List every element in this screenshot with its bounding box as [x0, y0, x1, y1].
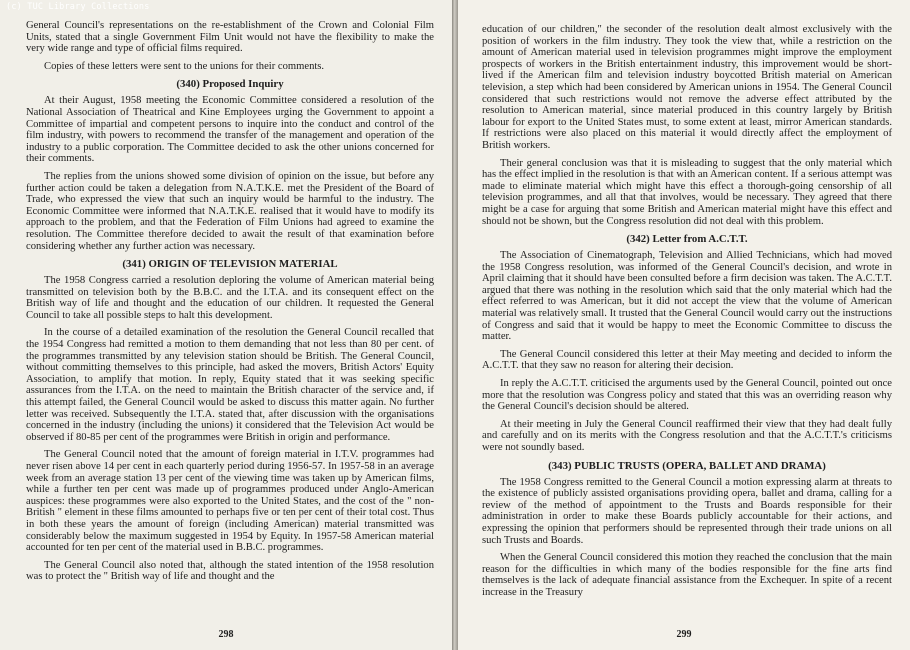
paragraph: The replies from the unions showed some division of opinion on the issue, but before any further action could be taken a delegation from N.A.T.K.E. met the President of the Board of Trade, who expressed the view that such an inquiry would be harmful to the industry. The Economic Committee were informed that N.A.T.K.E. realised that it would have to modify its approach to the problem, and that the Federation of Film Unions had agreed to examine the resolution. The Committee therefore decided to await the result of that examination before considering whether any further action was necessary.	[26, 170, 434, 252]
paragraph: At their August, 1958 meeting the Economic Committee considered a resolution of the National Association of Theatrical and Kine Employees urging the Government to appoint a Committee of impartial and competent persons to inquire into the conduct and control of the film industry, with powers to recommend the transfer of the management and operation of the industry to a public corporation. The Committee decided to ask the other unions concerned for their comments.	[26, 95, 434, 165]
paragraph: Their general conclusion was that it is misleading to suggest that the only material which has the effect implied in the resolution is that with an American content. If a serious attempt was made to eliminate material which might have this effect a thorough-going censorship of all television programmes, and all that that involves, would be necessary. They agreed that there might be a case for arguing that some British and American material might have this effect and should not be shown, but the Congress resolution did not deal with this problem.	[482, 157, 892, 227]
paragraph: The Association of Cinematograph, Television and Allied Technicians, which had moved the 1958 Congress resolution, was informed of the General Council's decision, and wrote in April claiming that it should have been consulted before a firm decision was taken. The A.C.T.T. argued that there was nothing in the resolution which said that the only material which had the effect referred to was American, but it did not accept the view that the volume of American material was relatively small. It trusted that the General Council would carry out the instructions of Congress and said that it would be happy to meet the Economic Committee to discuss the matter.	[482, 250, 892, 343]
paragraph: In the course of a detailed examination of the resolution the General Council recalled that the 1954 Congress had remitted a motion to them demanding that not less than 80 per cent. of the programmes transmitted by any television station should be British. The General Council, without committing themselves to this principle, had asked the movers, British Actors' Equity Association, to amplify that motion. In reply, Equity stated that it was seeking specific assurances from the I.T.A. on the need to maintain the British character of the service and, if this attempt failed, the General Council would be asked to discuss this matter again. No further letter was received. Subsequently the I.T.A. stated that, after discussion with the organisations concerned in the industry (including the unions) it considered that the Television Act would be observed if 80-85 per cent of the programmes were British in origin and performance.	[26, 327, 434, 443]
section-heading: (343) PUBLIC TRUSTS (OPERA, BALLET AND DRAMA)	[548, 459, 826, 472]
section-heading: (341) ORIGIN OF TELEVISION MATERIAL	[122, 258, 338, 271]
right-page	[458, 0, 910, 650]
paragraph: The General Council noted that the amount of foreign material in I.T.V. programmes had never risen above 14 per cent in each quarterly period during 1956-57. In 1957-58 in an average week from an average station 13 per cent of the viewing time was taken up by American films, while a further ten per cent was made up of programmes produced under Anglo-American auspices: these programmes were also exported to the United States, and the cost of the " non-British " element in these films amounted to perhaps five or ten per cent of their total cost. Thus in both these years the amount of foreign (including American) material transmitted was considerably below the maximum suggested in 1954 by Equity. In 1957-58 American material accounted for ten per cent of the material used in B.B.C. programmes.	[26, 449, 434, 554]
section-heading: (340) Proposed Inquiry	[176, 78, 284, 91]
paragraph: education of our children," the seconder of the resolution dealt almost exclusively with the position of workers in the film industry. They took the view that, while a restriction on the amount of American material used in television programmes might improve the employment prospects of workers in the British entertainment industry, this improvement would be short-lived if the American film and television industry boycotted British material on American television, a step which had been considered by American unions in 1954. The General Council considered that such restrictions would not remove the adverse effect attributed by the resolution to American material, since material produced in this country largely by British labour for export to the United States must, to some extent at least, mirror American standards. If restrictions were also placed on this material it would directly affect the employment of British workers.	[482, 24, 892, 151]
paragraph: At their meeting in July the General Council reaffirmed their view that they had dealt fully and carefully and on its merits with the Congress resolution and that the A.C.T.T.'s criticisms were not soundly based.	[482, 418, 892, 453]
section-heading: (342) Letter from A.C.T.T.	[626, 233, 748, 246]
left-page-body	[26, 20, 434, 583]
paragraph: When the General Council considered this motion they reached the conclusion that the main reason for the difficulties in which many of the bodies responsible for the fine arts find themselves is the lack of adequate financial assistance from the Exchequer. In spite of a recent increase in the Treasury	[482, 552, 892, 598]
watermark: (c) TUC Library Collections	[6, 2, 150, 12]
left-page-number: 298	[218, 629, 234, 640]
right-page-number: 299	[676, 629, 692, 640]
paragraph: In reply the A.C.T.T. criticised the arguments used by the General Council, pointed out once more that the resolution was Congress policy and stated that this was an overriding reason why the General Council's decision should be altered.	[482, 378, 892, 413]
paragraph: The 1958 Congress remitted to the General Council a motion expressing alarm at threats to the existence of publicly assisted organisations providing opera, ballet and drama, calling for a review of the method of appointment to the Trusts and Boards responsible for their administration in order to make these Boards publicly accountable for their actions, and expressing the opinion that performers should be represented through their trade unions on all such Trusts and Boards.	[482, 476, 892, 546]
right-page-body	[482, 24, 892, 599]
paragraph: Copies of these letters were sent to the unions for their comments.	[44, 60, 325, 72]
paragraph: General Council's representations on the re-establishment of the Crown and Colonial Film Units, stated that a single Government Film Unit would not have the flexibility to make the very wide range and type of official films required.	[26, 20, 434, 55]
paragraph: The 1958 Congress carried a resolution deploring the volume of American material being transmitted on television both by the B.B.C. and the I.T.A. and its consequent effect on the British way of life and thought and the education of our children. It requested the General Council to take all possible steps to halt this development.	[26, 275, 434, 321]
paragraph: The General Council also noted that, although the stated intention of the 1958 resolution was to protect the " British way of life and thought and the	[26, 559, 434, 583]
paragraph: The General Council considered this letter at their May meeting and decided to inform the A.C.T.T. that they saw no reason for altering their decision.	[482, 348, 892, 372]
left-page	[0, 0, 452, 650]
